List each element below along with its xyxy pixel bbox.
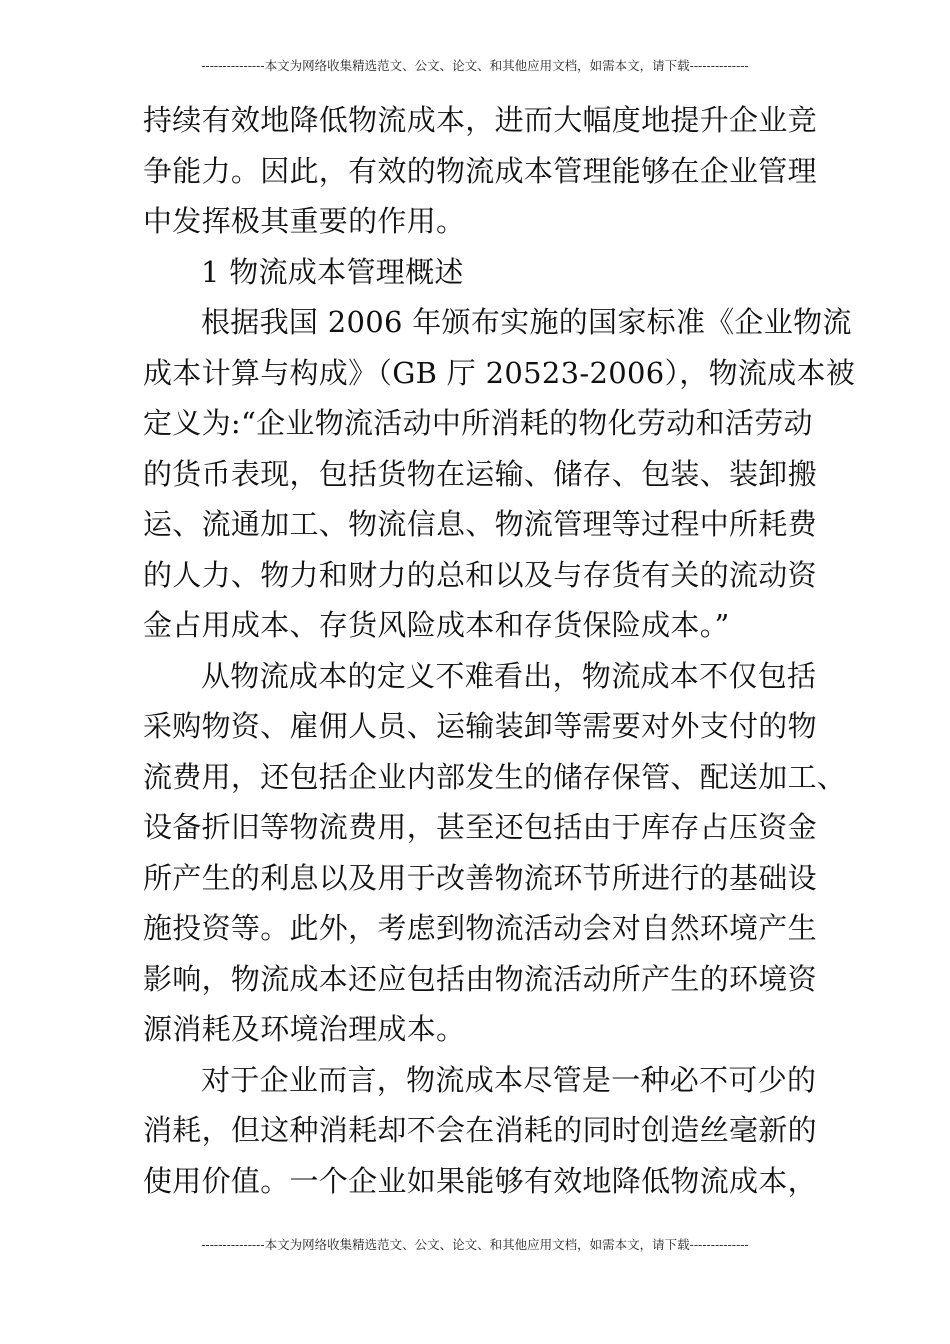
text-line: 使用价值。一个企业如果能够有效地降低物流成本，	[143, 1163, 817, 1198]
text-line: 施投资等。此外，考虑到物流活动会对自然环境产生	[143, 911, 817, 945]
text-line: 根据我国 2006 年颁布实施的国家标准《企业物流	[201, 305, 852, 339]
text-line: 中发挥极其重要的作用。	[143, 204, 466, 238]
text-line: 流费用，还包括企业内部发生的储存保管、配送加工、	[143, 759, 847, 794]
footer-banner: ---------------本文为网络收集精选范文、公文、论文、和其他应用文档，如需本文，请下载--------------	[201, 1237, 749, 1252]
text-line: 的货币表现，包括货物在运输、储存、包装、装卸搬	[143, 456, 817, 491]
text-line: 采购物资、雇佣人员、运输装卸等需要对外支付的物	[143, 709, 817, 743]
text-line: 成本计算与构成》（GB 厅 20523-2006），物流成本被	[143, 355, 856, 390]
text-line: 影响，物流成本还应包括由物流活动所产生的环境资	[143, 961, 817, 996]
text-line: 争能力。因此，有效的物流成本管理能够在企业管理	[143, 153, 817, 188]
text-line: 持续有效地降低物流成本，进而大幅度地提升企业竞	[143, 103, 817, 137]
header-banner: ---------------本文为网络收集精选范文、公文、论文、和其他应用文档，如需本文，请下载--------------	[201, 58, 749, 73]
text-line: 的人力、物力和财力的总和以及与存货有关的流动资	[143, 557, 817, 592]
text-line: 设备折旧等物流费用，甚至还包括由于库存占压资金	[143, 810, 817, 844]
text-line: 所产生的利息以及用于改善物流环节所进行的基础设	[143, 860, 817, 895]
text-line: 定义为:“企业物流活动中所消耗的物化劳动和活劳动	[143, 406, 813, 440]
section-heading: 1 物流成本管理概述	[201, 254, 464, 289]
text-line: 源消耗及环境治理成本。	[143, 1012, 466, 1046]
text-line: 消耗，但这种消耗却不会在消耗的同时创造丝毫新的	[143, 1113, 817, 1147]
text-line: 对于企业而言，物流成本尽管是一种必不可少的	[201, 1062, 817, 1097]
text-line: 从物流成本的定义不难看出，物流成本不仅包括	[201, 658, 817, 693]
body-text	[143, 95, 856, 1206]
text-line: 运、流通加工、物流信息、物流管理等过程中所耗费	[143, 507, 817, 541]
text-line: 金占用成本、存货风险成本和存货保险成本。”	[143, 608, 730, 642]
